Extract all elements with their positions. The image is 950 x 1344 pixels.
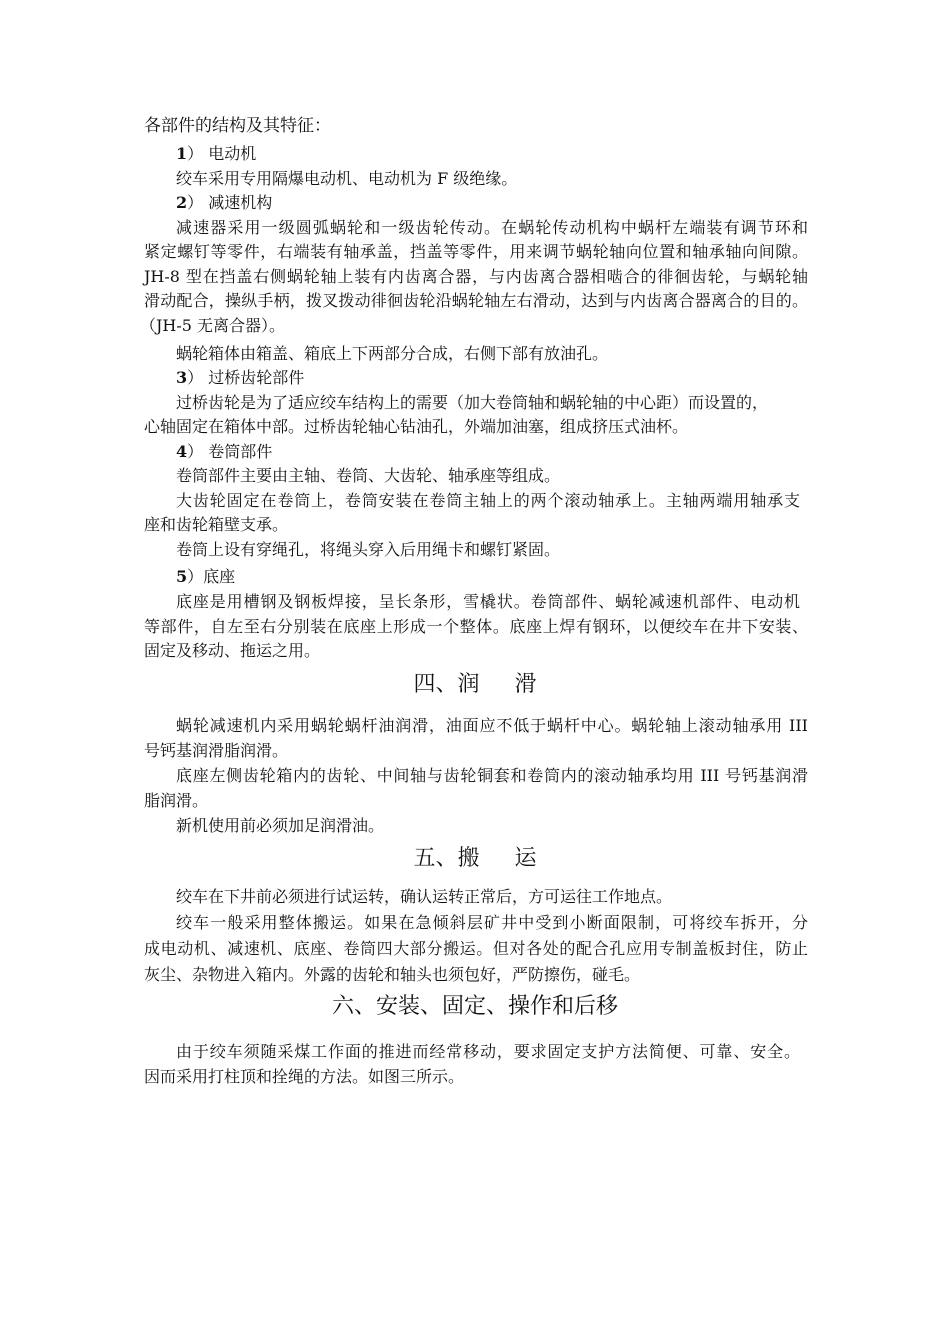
section-separator: ）	[187, 567, 204, 586]
paragraph-line: 滑动配合，操纵手柄，拨叉拨动徘徊齿轮沿蜗轮轴左右滑动，达到与内齿离合器离合的目的。	[144, 291, 808, 310]
section-separator: ）	[187, 144, 209, 163]
section-heading-5	[176, 567, 235, 587]
paragraph-line: 卷筒部件主要由主轴、卷筒、大齿轮、轴承座等组成。	[176, 466, 561, 485]
paragraph-line: 等部件，自左至右分别装在底座上形成一个整体。底座上焊有钢环，以便绞车在井下安装、	[144, 617, 808, 636]
section-title: 电动机	[208, 144, 257, 163]
section-number: 3	[176, 368, 188, 387]
paragraph-line: 固定及移动、拖运之用。	[144, 641, 321, 660]
paragraph-line: JH-8 型在挡盖右侧蜗轮轴上装有内齿离合器，与内齿离合器相啮合的徘徊齿轮，与蜗轮轴	[144, 267, 808, 286]
chapter-heading-transport: 五、搬 运	[413, 846, 537, 871]
section-number: 1	[176, 144, 188, 163]
chapter-heading-lubrication: 四、润 滑	[413, 672, 537, 697]
section-number: 5	[176, 567, 188, 586]
chapter-heading-installation: 六、安装、固定、操作和后移	[331, 994, 618, 1019]
paragraph-line: 成电动机、减速机、底座、卷筒四大部分搬运。但对各处的配合孔应用专制盖板封住，防止	[144, 939, 808, 958]
section-number: 2	[176, 193, 188, 212]
paragraph-line: 号钙基润滑脂润滑。	[144, 741, 289, 760]
section-heading-2	[176, 193, 272, 213]
section-title: 减速机构	[208, 193, 273, 212]
paragraph-line: 绞车采用专用隔爆电动机、电动机为 F 级绝缘。	[176, 169, 518, 188]
section-separator: ）	[187, 368, 209, 387]
paragraph-line: 过桥齿轮是为了适应绞车结构上的需要（加大卷筒轴和蜗轮轴的中心距）而设置的，	[176, 393, 769, 412]
section-heading-4	[176, 442, 272, 462]
paragraph-line: 绞车一般采用整体搬运。如果在急倾斜层矿井中受到小断面限制，可将绞车拆开，分	[176, 913, 808, 932]
paragraph-line: 紧定螺钉等零件，右端装有轴承盖，挡盖等零件，用来调节蜗轮轴向位置和轴承轴向间隙。	[144, 242, 808, 261]
intro-line: 各部件的结构及其特征：	[144, 116, 331, 136]
paragraph-line: 绞车在下井前必须进行试运转，确认运转正常后，方可运往工作地点。	[176, 887, 673, 906]
paragraph-line: 卷筒上设有穿绳孔，将绳头穿入后用绳卡和螺钉紧固。	[176, 540, 561, 559]
paragraph-line: 蜗轮减速机内采用蜗轮蜗杆油润滑，油面应不低于蜗杆中心。蜗轮轴上滚动轴承用 III	[176, 716, 808, 735]
section-title: 底座	[203, 567, 236, 586]
section-title: 卷筒部件	[208, 442, 273, 461]
section-title: 过桥齿轮部件	[208, 368, 305, 387]
paragraph-line: 减速器采用一级圆弧蜗轮和一级齿轮传动。在蜗轮传动机构中蜗杆左端装有调节环和	[176, 218, 808, 237]
paragraph-line: 心轴固定在箱体中部。过桥齿轮轴心钻油孔，外端加油塞，组成挤压式油杯。	[144, 417, 689, 436]
paragraph-line: 蜗轮箱体由箱盖、箱底上下两部分合成，右侧下部有放油孔。	[176, 344, 609, 363]
section-heading-3	[176, 368, 304, 388]
paragraph-line: 底座左侧齿轮箱内的齿轮、中间轴与齿轮铜套和卷筒内的滚动轴承均用 III 号钙基润滑	[176, 766, 808, 785]
paragraph-line: 大齿轮固定在卷筒上，卷筒安装在卷筒主轴上的两个滚动轴承上。主轴两端用轴承支	[176, 491, 800, 510]
paragraph-line: 灰尘、杂物进入箱内。外露的齿轮和轴头也须包好，严防擦伤，碰毛。	[144, 965, 641, 984]
section-heading-1	[176, 144, 256, 164]
paragraph-line: 因而采用打柱顶和拴绳的方法。如图三所示。	[144, 1067, 465, 1086]
paragraph-line: （JH-5 无离合器）。	[140, 316, 286, 335]
paragraph-line: 座和齿轮箱壁支承。	[144, 515, 289, 534]
section-number: 4	[176, 442, 188, 461]
paragraph-line: 脂润滑。	[144, 791, 209, 810]
paragraph-line: 底座是用槽钢及钢板焊接，呈长条形，雪橇状。卷筒部件、蜗轮减速机部件、电动机	[176, 592, 800, 611]
paragraph-line: 新机使用前必须加足润滑油。	[176, 816, 385, 835]
section-separator: ）	[187, 442, 209, 461]
section-separator: ）	[187, 193, 209, 212]
paragraph-line: 由于绞车须随采煤工作面的推进而经常移动，要求固定支护方法简便、可靠、安全。	[176, 1042, 800, 1061]
